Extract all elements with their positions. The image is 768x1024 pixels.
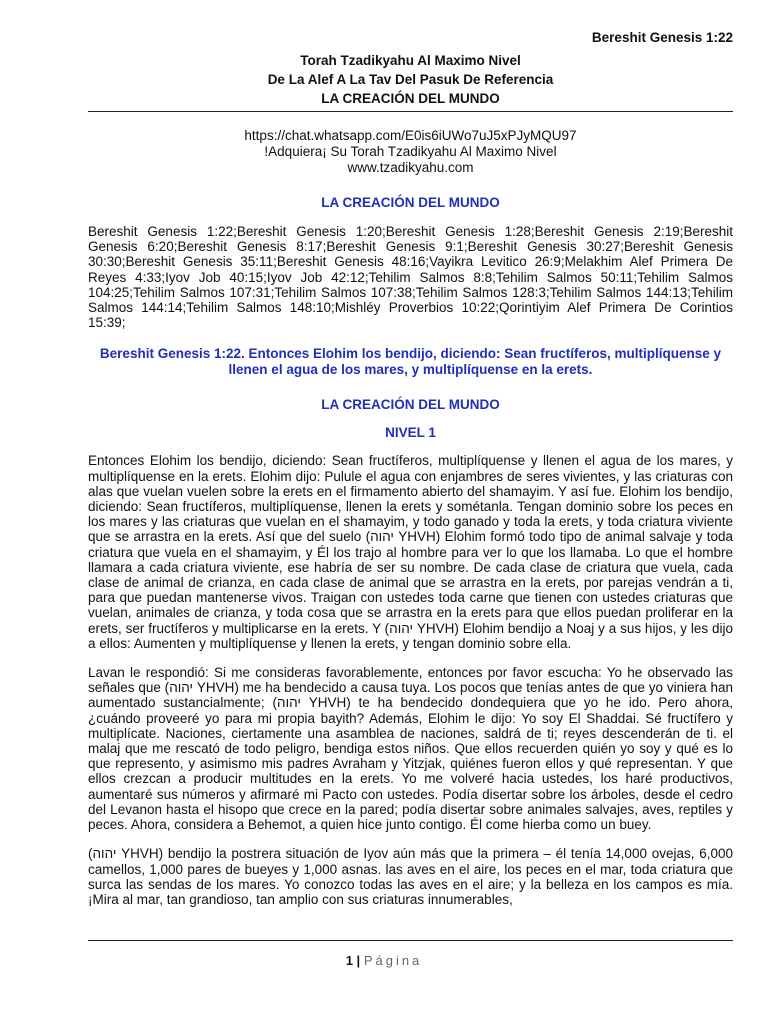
section-title: LA CREACIÓN DEL MUNDO (321, 195, 500, 210)
page-label: Página (363, 953, 423, 968)
website-link[interactable]: www.tzadikyahu.com (347, 160, 474, 175)
page-separator: | (356, 953, 361, 968)
reference-list: Bereshit Genesis 1:22;Bereshit Genesis 1:20;Bereshit Genesis 1:28;Bereshit Genesis 2:19;Bereshit Genesis 6:20;Bereshit Genesis 8:17;Bereshit Genesis 9:1;Bereshit Genesis 30:27;Bereshit Genesis 30:30;Bereshit Genesis 35:11;Bereshit Genesis 48:16;Vayikra Levitico 26:9;Melakhim Alef Primera De Reyes 4:33;Iyov Job 40:15;Iyov Job 42:12;Tehilim Salmos 8:8;Tehilim Salmos 50:11;Tehilim Salmos 104:25;Tehilim Salmos 107:31;Tehilim Salmos 107:38;Tehilim Salmos 128:3;Tehilim Salmos 144:13;Tehilim Salmos 144:14;Tehilim Salmos 148:10;Mishléy Proverbios 10:22;Qorintiyim Alef Primera De Corintios 15:39; (88, 224, 733, 331)
page-footer (0, 953, 768, 968)
header-divider (88, 111, 733, 112)
body-paragraph: Entonces Elohim los bendijo, diciendo: Sean fructíferos, multiplíquense y llenen el agua de los mares, y multiplíquense en la erets. Elohim dijo: Pulule el agua con enjambres de seres vivientes, y las criaturas con alas que vuelan vuelen sobre la erets en el firmamento abierto del shamayim. Y así fue. Elohim los bendijo, diciendo: Sean fructíferos, multiplíquense, llenen la erets y sométanla. Tengan dominio sobre los peces en los mares y las criaturas que vuelan en el shamayim, y todo ganado y toda la erets, y toda criatura viviente que se arrastra en la erets. Así que del suelo (יהוה YHVH) Elohim formó todo tipo de animal salvaje y toda criatura que vuela en el shamayim, y Él los trajo al hombre para ver lo que los llamaba. Lo que el hombre llamara a cada criatura viviente, ese habría de ser su nombre. De cada clase de criatura que vuela, cada clase de animal de crianza, en cada clase de animal que se arrastra en la erets, por parejas vendrán a ti, para que puedan mantenerse vivos. Traigan con ustedes toda carne que tienen con ustedes criaturas que vuelan, animales de crianza, y toda cosa que se arrastra en la erets para que ellos puedan proliferar en la erets, ser fructíferos y multiplicarse en la erets. Y (יהוה YHVH) Elohim bendijo a Noaj y a sus hijos, y les dijo a ellos: Aumenten y multiplíquense y llenen la erets, y tengan dominio sobre ella. (88, 453, 733, 651)
page-number: 1 (345, 953, 353, 968)
header-reference: Bereshit Genesis 1:22 (591, 30, 733, 45)
header-title-line1: Torah Tzadikyahu Al Maximo Nivel (300, 53, 521, 68)
body-paragraph: Lavan le respondió: Si me consideras favorablemente, entonces por favor escucha: Yo he observado las señales que (יהוה YHVH) me ha bendecido a causa tuya. Los pocos que tenías antes de que yo viniera han aumentado sustancialmente; (יהוה YHVH) te ha bendecido dondequiera que yo he ido. Pero ahora, ¿cuándo proveeré yo para mi propia bayith? Además, Elohim le dijo: Yo soy El Shaddai. Sé fructífero y multiplícate. Naciones, ciertamente una asamblea de naciones, saldrá de ti; reyes descenderán de ti. el malaj que me rescató de todo peligro, bendiga estos niños. Que ellos recuerden quién yo soy y qué es lo que represento, y asimismo mis padres Avraham y Yitzjak, quiénes fueron ellos y qué representan. Y que ellos crezcan a producir multitudes en la erets. Yo me volveré hacia ustedes, los haré productivos, aumentaré sus números y afirmaré mi Pacto con ustedes. Podía disertar sobre los árboles, desde el cedro del Levanon hasta el hisopo que crece en la pared; podía disertar sobre animales salvajes, aves, reptiles y peces. Ahora, considera a Behemot, a quien hice junto contigo. Él come hierba como un buey. (88, 665, 733, 833)
section-title-2: LA CREACIÓN DEL MUNDO (321, 397, 500, 413)
key-verse: Bereshit Genesis 1:22. Entonces Elohim los bendijo, diciendo: Sean fructíferos, multiplíquense y llenen el agua de los mares, y multiplíquense en la erets. (99, 346, 722, 378)
body-paragraph: (יהוה YHVH) bendijo la postrera situación de Iyov aún más que la primera – él tenía 14,000 ovejas, 6,000 camellos, 1,000 pares de bueyes y 1,000 asnas. las aves en el aire, los peces en el mar, toda criatura que surca las sendas de los mares. Yo conozco todas las aves en el aire; y la belleza en los campos es mía. ¡Mira al mar, tan grandioso, tan amplio con sus criaturas innumerables, (88, 846, 733, 907)
document-page (88, 30, 733, 907)
promo-text: !Adquiera¡ Su Torah Tzadikyahu Al Maximo Nivel (264, 144, 557, 159)
whatsapp-link[interactable]: https://chat.whatsapp.com/E0is6iUWo7uJ5xPJyMQU97 (244, 128, 577, 143)
header-title-line2: De La Alef A La Tav Del Pasuk De Referencia (267, 72, 554, 87)
footer-divider (88, 940, 733, 941)
level-title: NIVEL 1 (385, 425, 436, 441)
promo-block (88, 128, 733, 176)
header-title-line3: LA CREACIÓN DEL MUNDO (321, 91, 500, 106)
